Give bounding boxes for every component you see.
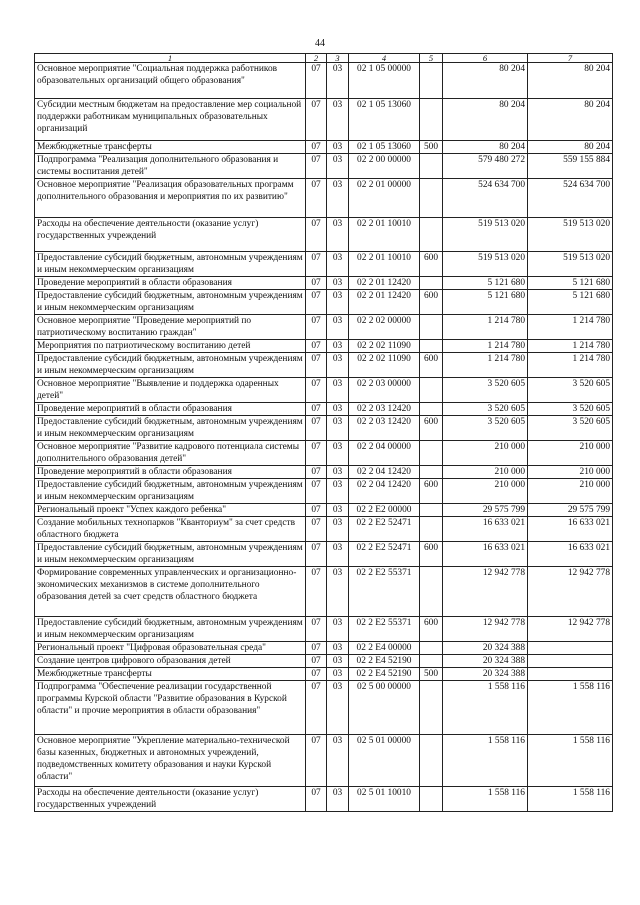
row-name: Проведение мероприятий в области образования — [35, 466, 306, 479]
row-amount-year-1: 16 633 021 — [443, 542, 528, 567]
row-section: 07 — [306, 218, 327, 252]
table-row — [35, 681, 613, 735]
row-target-code: 02 2 01 10010 — [349, 218, 420, 252]
row-name: Расходы на обеспечение деятельности (оказание услуг) государственных учреждений — [35, 787, 306, 812]
row-name: Подпрограмма "Реализация дополнительного образования и системы воспитания детей" — [35, 154, 306, 179]
row-amount-year-1: 16 633 021 — [443, 517, 528, 542]
row-target-code: 02 2 04 12420 — [349, 466, 420, 479]
row-name: Расходы на обеспечение деятельности (оказание услуг) государственных учреждений — [35, 218, 306, 252]
row-subsection: 03 — [327, 141, 349, 154]
table-row — [35, 735, 613, 787]
row-amount-year-2: 1 558 116 — [528, 787, 613, 812]
row-amount-year-1: 20 324 388 — [443, 642, 528, 655]
row-expense-type: 600 — [420, 353, 443, 378]
row-subsection: 03 — [327, 617, 349, 642]
row-target-code: 02 5 01 00000 — [349, 735, 420, 787]
row-amount-year-2: 519 513 020 — [528, 218, 613, 252]
row-target-code: 02 2 E4 52190 — [349, 668, 420, 681]
row-expense-type — [420, 466, 443, 479]
page-number: 44 — [315, 38, 325, 49]
row-amount-year-2: 5 121 680 — [528, 290, 613, 315]
row-expense-type — [420, 787, 443, 812]
row-target-code: 02 2 E2 55371 — [349, 617, 420, 642]
row-section: 07 — [306, 479, 327, 504]
row-expense-type — [420, 504, 443, 517]
row-subsection: 03 — [327, 681, 349, 735]
row-name: Региональный проект "Цифровая образовательная среда" — [35, 642, 306, 655]
row-target-code: 02 2 E4 52190 — [349, 655, 420, 668]
row-target-code: 02 2 E2 00000 — [349, 504, 420, 517]
row-target-code: 02 5 00 00000 — [349, 681, 420, 735]
row-target-code: 02 2 01 12420 — [349, 290, 420, 315]
row-amount-year-1: 12 942 778 — [443, 567, 528, 617]
row-name: Мероприятия по патриотическому воспитанию детей — [35, 340, 306, 353]
table-row — [35, 668, 613, 681]
row-section: 07 — [306, 403, 327, 416]
row-section: 07 — [306, 252, 327, 277]
row-amount-year-2: 16 633 021 — [528, 542, 613, 567]
row-subsection: 03 — [327, 787, 349, 812]
row-amount-year-2: 519 513 020 — [528, 252, 613, 277]
row-target-code: 02 2 02 11090 — [349, 353, 420, 378]
row-amount-year-2: 16 633 021 — [528, 517, 613, 542]
row-subsection: 03 — [327, 179, 349, 218]
row-section: 07 — [306, 681, 327, 735]
row-expense-type — [420, 517, 443, 542]
table-row — [35, 179, 613, 218]
row-expense-type: 500 — [420, 668, 443, 681]
row-section: 07 — [306, 735, 327, 787]
row-amount-year-1: 1 214 780 — [443, 315, 528, 340]
row-section: 07 — [306, 504, 327, 517]
row-subsection: 03 — [327, 378, 349, 403]
header-row — [35, 54, 613, 63]
row-amount-year-1: 524 634 700 — [443, 179, 528, 218]
table-row — [35, 441, 613, 466]
row-amount-year-2: 210 000 — [528, 466, 613, 479]
table-row — [35, 504, 613, 517]
row-expense-type — [420, 315, 443, 340]
row-target-code: 02 1 05 00000 — [349, 63, 420, 99]
row-amount-year-1: 3 520 605 — [443, 416, 528, 441]
row-subsection: 03 — [327, 315, 349, 340]
row-section: 07 — [306, 542, 327, 567]
row-name: Предоставление субсидий бюджетным, автономным учреждениям и иным некоммерческим организациям — [35, 479, 306, 504]
table-row — [35, 252, 613, 277]
header-col-1: 1 — [35, 54, 306, 63]
row-amount-year-1: 80 204 — [443, 99, 528, 141]
header-col-5: 5 — [420, 54, 443, 63]
row-amount-year-1: 1 214 780 — [443, 340, 528, 353]
row-amount-year-1: 3 520 605 — [443, 378, 528, 403]
table-row — [35, 378, 613, 403]
table-row — [35, 277, 613, 290]
row-target-code: 02 2 02 00000 — [349, 315, 420, 340]
row-section: 07 — [306, 441, 327, 466]
header-col-3: 3 — [327, 54, 349, 63]
row-target-code: 02 2 03 12420 — [349, 416, 420, 441]
row-section: 07 — [306, 567, 327, 617]
row-target-code: 02 2 03 00000 — [349, 378, 420, 403]
row-section: 07 — [306, 340, 327, 353]
row-subsection: 03 — [327, 517, 349, 542]
row-name: Основное мероприятие "Выявление и поддержка одаренных детей" — [35, 378, 306, 403]
row-subsection: 03 — [327, 642, 349, 655]
row-amount-year-2: 1 558 116 — [528, 735, 613, 787]
row-name: Межбюджетные трансферты — [35, 668, 306, 681]
row-target-code: 02 1 05 13060 — [349, 99, 420, 141]
row-subsection: 03 — [327, 277, 349, 290]
table-row — [35, 154, 613, 179]
row-amount-year-1: 80 204 — [443, 63, 528, 99]
table-row — [35, 340, 613, 353]
row-expense-type: 600 — [420, 479, 443, 504]
row-section: 07 — [306, 290, 327, 315]
row-name: Предоставление субсидий бюджетным, автономным учреждениям и иным некоммерческим организациям — [35, 353, 306, 378]
table-row — [35, 63, 613, 99]
row-expense-type — [420, 179, 443, 218]
table-row — [35, 353, 613, 378]
table-row — [35, 642, 613, 655]
row-expense-type — [420, 154, 443, 179]
row-amount-year-2 — [528, 655, 613, 668]
row-amount-year-1: 519 513 020 — [443, 252, 528, 277]
row-expense-type — [420, 218, 443, 252]
row-amount-year-1: 1 558 116 — [443, 735, 528, 787]
row-subsection: 03 — [327, 542, 349, 567]
row-subsection: 03 — [327, 218, 349, 252]
row-name: Формирование современных управленческих и организационно-экономических механизмов в системе дополнительного образования детей за счет средств областного бюджета — [35, 567, 306, 617]
row-section: 07 — [306, 617, 327, 642]
row-amount-year-2: 29 575 799 — [528, 504, 613, 517]
row-subsection: 03 — [327, 466, 349, 479]
row-amount-year-2: 1 558 116 — [528, 681, 613, 735]
row-name: Создание мобильных технопарков "Кванториум" за счет средств областного бюджета — [35, 517, 306, 542]
row-expense-type — [420, 378, 443, 403]
row-section: 07 — [306, 655, 327, 668]
row-subsection: 03 — [327, 441, 349, 466]
row-amount-year-1: 29 575 799 — [443, 504, 528, 517]
row-expense-type — [420, 567, 443, 617]
row-amount-year-2 — [528, 668, 613, 681]
table-row — [35, 542, 613, 567]
row-name: Основное мероприятие "Укрепление материально-технической базы казенных, бюджетных и автономных учреждений, подведомственных комитету образования и науки Курской области" — [35, 735, 306, 787]
row-name: Создание центров цифрового образования детей — [35, 655, 306, 668]
row-section: 07 — [306, 179, 327, 218]
budget-table — [34, 53, 613, 812]
row-name: Предоставление субсидий бюджетным, автономным учреждениям и иным некоммерческим организациям — [35, 416, 306, 441]
row-expense-type — [420, 99, 443, 141]
table-row — [35, 655, 613, 668]
row-subsection: 03 — [327, 735, 349, 787]
row-section: 07 — [306, 517, 327, 542]
row-section: 07 — [306, 154, 327, 179]
row-expense-type — [420, 655, 443, 668]
table-row — [35, 416, 613, 441]
table-row — [35, 403, 613, 416]
table-row — [35, 218, 613, 252]
row-amount-year-2: 1 214 780 — [528, 315, 613, 340]
row-expense-type — [420, 681, 443, 735]
row-section: 07 — [306, 277, 327, 290]
row-subsection: 03 — [327, 353, 349, 378]
row-subsection: 03 — [327, 655, 349, 668]
row-amount-year-1: 579 480 272 — [443, 154, 528, 179]
row-section: 07 — [306, 378, 327, 403]
row-amount-year-2: 1 214 780 — [528, 340, 613, 353]
row-target-code: 02 2 01 10010 — [349, 252, 420, 277]
row-amount-year-1: 12 942 778 — [443, 617, 528, 642]
row-amount-year-2: 80 204 — [528, 63, 613, 99]
row-target-code: 02 2 E2 52471 — [349, 542, 420, 567]
row-amount-year-2: 5 121 680 — [528, 277, 613, 290]
row-target-code: 02 2 E2 52471 — [349, 517, 420, 542]
row-amount-year-2: 524 634 700 — [528, 179, 613, 218]
row-subsection: 03 — [327, 668, 349, 681]
row-target-code: 02 2 01 00000 — [349, 179, 420, 218]
row-section: 07 — [306, 416, 327, 441]
row-amount-year-2: 12 942 778 — [528, 617, 613, 642]
row-amount-year-2: 3 520 605 — [528, 416, 613, 441]
row-section: 07 — [306, 642, 327, 655]
row-expense-type: 600 — [420, 290, 443, 315]
header-col-7: 7 — [528, 54, 613, 63]
row-section: 07 — [306, 141, 327, 154]
row-section: 07 — [306, 63, 327, 99]
row-name: Основное мероприятие "Развитие кадрового потенциала системы дополнительного образования детей" — [35, 441, 306, 466]
row-subsection: 03 — [327, 403, 349, 416]
row-target-code: 02 2 E4 00000 — [349, 642, 420, 655]
row-expense-type — [420, 63, 443, 99]
row-expense-type — [420, 340, 443, 353]
row-subsection: 03 — [327, 504, 349, 517]
row-amount-year-2: 210 000 — [528, 441, 613, 466]
row-amount-year-2: 80 204 — [528, 99, 613, 141]
row-amount-year-2 — [528, 642, 613, 655]
row-subsection: 03 — [327, 479, 349, 504]
row-amount-year-1: 80 204 — [443, 141, 528, 154]
table-row — [35, 567, 613, 617]
row-section: 07 — [306, 315, 327, 340]
table-row — [35, 141, 613, 154]
row-name: Основное мероприятие "Социальная поддержка работников образовательных организаций общего образования" — [35, 63, 306, 99]
row-amount-year-1: 3 520 605 — [443, 403, 528, 416]
row-subsection: 03 — [327, 567, 349, 617]
row-expense-type: 500 — [420, 141, 443, 154]
row-name: Межбюджетные трансферты — [35, 141, 306, 154]
row-expense-type — [420, 403, 443, 416]
row-name: Предоставление субсидий бюджетным, автономным учреждениям и иным некоммерческим организациям — [35, 542, 306, 567]
row-expense-type — [420, 735, 443, 787]
row-amount-year-2: 3 520 605 — [528, 378, 613, 403]
row-subsection: 03 — [327, 416, 349, 441]
table-row — [35, 99, 613, 141]
row-amount-year-2: 80 204 — [528, 141, 613, 154]
row-section: 07 — [306, 668, 327, 681]
row-target-code: 02 2 03 12420 — [349, 403, 420, 416]
row-name: Основное мероприятие "Реализация образовательных программ дополнительного образования и мероприятия по их развитию" — [35, 179, 306, 218]
row-subsection: 03 — [327, 252, 349, 277]
header-col-2: 2 — [306, 54, 327, 63]
header-col-4: 4 — [349, 54, 420, 63]
row-subsection: 03 — [327, 290, 349, 315]
row-amount-year-2: 3 520 605 — [528, 403, 613, 416]
table-row — [35, 479, 613, 504]
row-amount-year-1: 20 324 388 — [443, 655, 528, 668]
row-name: Основное мероприятие "Проведение мероприятий по патриотическому воспитанию граждан" — [35, 315, 306, 340]
row-name: Региональный проект "Успех каждого ребенка" — [35, 504, 306, 517]
row-expense-type: 600 — [420, 542, 443, 567]
row-section: 07 — [306, 353, 327, 378]
header-col-6: 6 — [443, 54, 528, 63]
row-amount-year-1: 1 558 116 — [443, 681, 528, 735]
row-expense-type: 600 — [420, 416, 443, 441]
row-expense-type: 600 — [420, 617, 443, 642]
row-amount-year-1: 210 000 — [443, 479, 528, 504]
row-amount-year-1: 1 558 116 — [443, 787, 528, 812]
row-amount-year-1: 1 214 780 — [443, 353, 528, 378]
row-target-code: 02 2 04 12420 — [349, 479, 420, 504]
row-name: Предоставление субсидий бюджетным, автономным учреждениям и иным некоммерческим организациям — [35, 290, 306, 315]
table-row — [35, 787, 613, 812]
table-row — [35, 517, 613, 542]
row-name: Подпрограмма "Обеспечение реализации государственной программы Курской области "Развитие образования в Курской области" и прочие мероприятия в области образования" — [35, 681, 306, 735]
row-target-code: 02 2 04 00000 — [349, 441, 420, 466]
row-name: Проведение мероприятий в области образования — [35, 277, 306, 290]
row-subsection: 03 — [327, 99, 349, 141]
row-name: Предоставление субсидий бюджетным, автономным учреждениям и иным некоммерческим организациям — [35, 252, 306, 277]
row-expense-type — [420, 277, 443, 290]
row-subsection: 03 — [327, 154, 349, 179]
row-target-code: 02 5 01 10010 — [349, 787, 420, 812]
table-row — [35, 466, 613, 479]
row-amount-year-1: 210 000 — [443, 441, 528, 466]
row-name: Субсидии местным бюджетам на предоставление мер социальной поддержки работникам муниципальных образовательных организаций — [35, 99, 306, 141]
row-target-code: 02 2 01 12420 — [349, 277, 420, 290]
row-expense-type — [420, 642, 443, 655]
row-amount-year-2: 210 000 — [528, 479, 613, 504]
row-amount-year-1: 210 000 — [443, 466, 528, 479]
row-amount-year-2: 1 214 780 — [528, 353, 613, 378]
row-target-code: 02 2 00 00000 — [349, 154, 420, 179]
row-name: Предоставление субсидий бюджетным, автономным учреждениям и иным некоммерческим организациям — [35, 617, 306, 642]
row-target-code: 02 2 E2 55371 — [349, 567, 420, 617]
row-section: 07 — [306, 466, 327, 479]
row-amount-year-2: 12 942 778 — [528, 567, 613, 617]
row-amount-year-1: 20 324 388 — [443, 668, 528, 681]
row-subsection: 03 — [327, 340, 349, 353]
row-amount-year-1: 519 513 020 — [443, 218, 528, 252]
row-subsection: 03 — [327, 63, 349, 99]
table-row — [35, 315, 613, 340]
row-section: 07 — [306, 787, 327, 812]
row-amount-year-1: 5 121 680 — [443, 290, 528, 315]
row-amount-year-1: 5 121 680 — [443, 277, 528, 290]
table-row — [35, 290, 613, 315]
row-target-code: 02 2 02 11090 — [349, 340, 420, 353]
row-expense-type: 600 — [420, 252, 443, 277]
row-target-code: 02 1 05 13060 — [349, 141, 420, 154]
row-amount-year-2: 559 155 884 — [528, 154, 613, 179]
row-expense-type — [420, 441, 443, 466]
row-name: Проведение мероприятий в области образования — [35, 403, 306, 416]
table-row — [35, 617, 613, 642]
row-section: 07 — [306, 99, 327, 141]
